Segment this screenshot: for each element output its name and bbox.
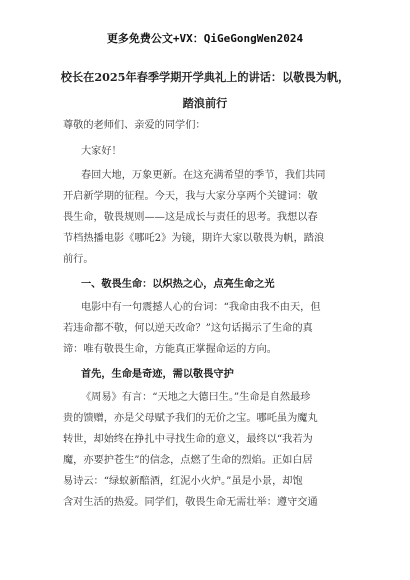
paragraph-line: 转世，却始终在挣扎中寻找生命的意义，最终以“我若为	[63, 434, 313, 445]
paragraph-line: 谛：唯有敬畏生命，方能真正掌握命运的方向。	[63, 344, 277, 355]
paragraph-line: 《周易》有言：“天地之大德曰生。”生命是自然最珍	[81, 392, 311, 403]
paragraph-line: 魔，亦要护苍生”的信念，点燃了生命的烈焰。正如白居	[63, 455, 313, 466]
paragraph-line: 若违命都不敬，何以逆天改命？”这句话揭示了生命的真	[63, 323, 313, 334]
paragraph-line: 贵的馈赠，亦是父母赋予我们的无价之宝。哪吒虽为魔丸	[63, 413, 318, 424]
salutation: 尊敬的老师们、亲爱的同学们：	[63, 120, 206, 131]
paragraph-line: 前行。	[63, 254, 94, 265]
subsection-heading: 首先，生命是奇迹，需以敬畏守护	[81, 368, 234, 380]
paragraph-line: 畏生命，敬畏规则——这是成长与责任的思考。我想以春	[63, 212, 318, 223]
paragraph-line: 开启新学期的征程。今天，我与大家分享两个关键词：敬	[63, 191, 318, 202]
paragraph-line: 含对生活的热爱。同学们，敬畏生命无需壮举：遵守交通	[63, 497, 318, 508]
greeting: 大家好！	[81, 146, 122, 157]
paragraph-line: 易诗云：“绿蚁新醅酒，红泥小火炉。”虽是小景，却饱	[63, 476, 303, 487]
paragraph-line: 节档热播电影《哪吒2》为镜，期许大家以敬畏为帆，踏浪	[63, 233, 325, 244]
promo-header: 更多免费公文+VX：QiGeGongWen2024	[106, 32, 304, 45]
section-heading: 一、敬畏生命：以炽热之心，点亮生命之光	[81, 278, 275, 290]
speech-title-line-1: 校长在2025年春季学期开学典礼上的讲话：以敬畏为帆，	[60, 70, 350, 84]
paragraph-line: 春回大地，万象更新。在这充满希望的季节，我们共同	[81, 170, 326, 181]
paragraph-line: 电影中有一句震撼人心的台词：“我命由我不由天，但	[81, 302, 321, 313]
speech-title-line-2: 踏浪前行	[182, 96, 228, 110]
